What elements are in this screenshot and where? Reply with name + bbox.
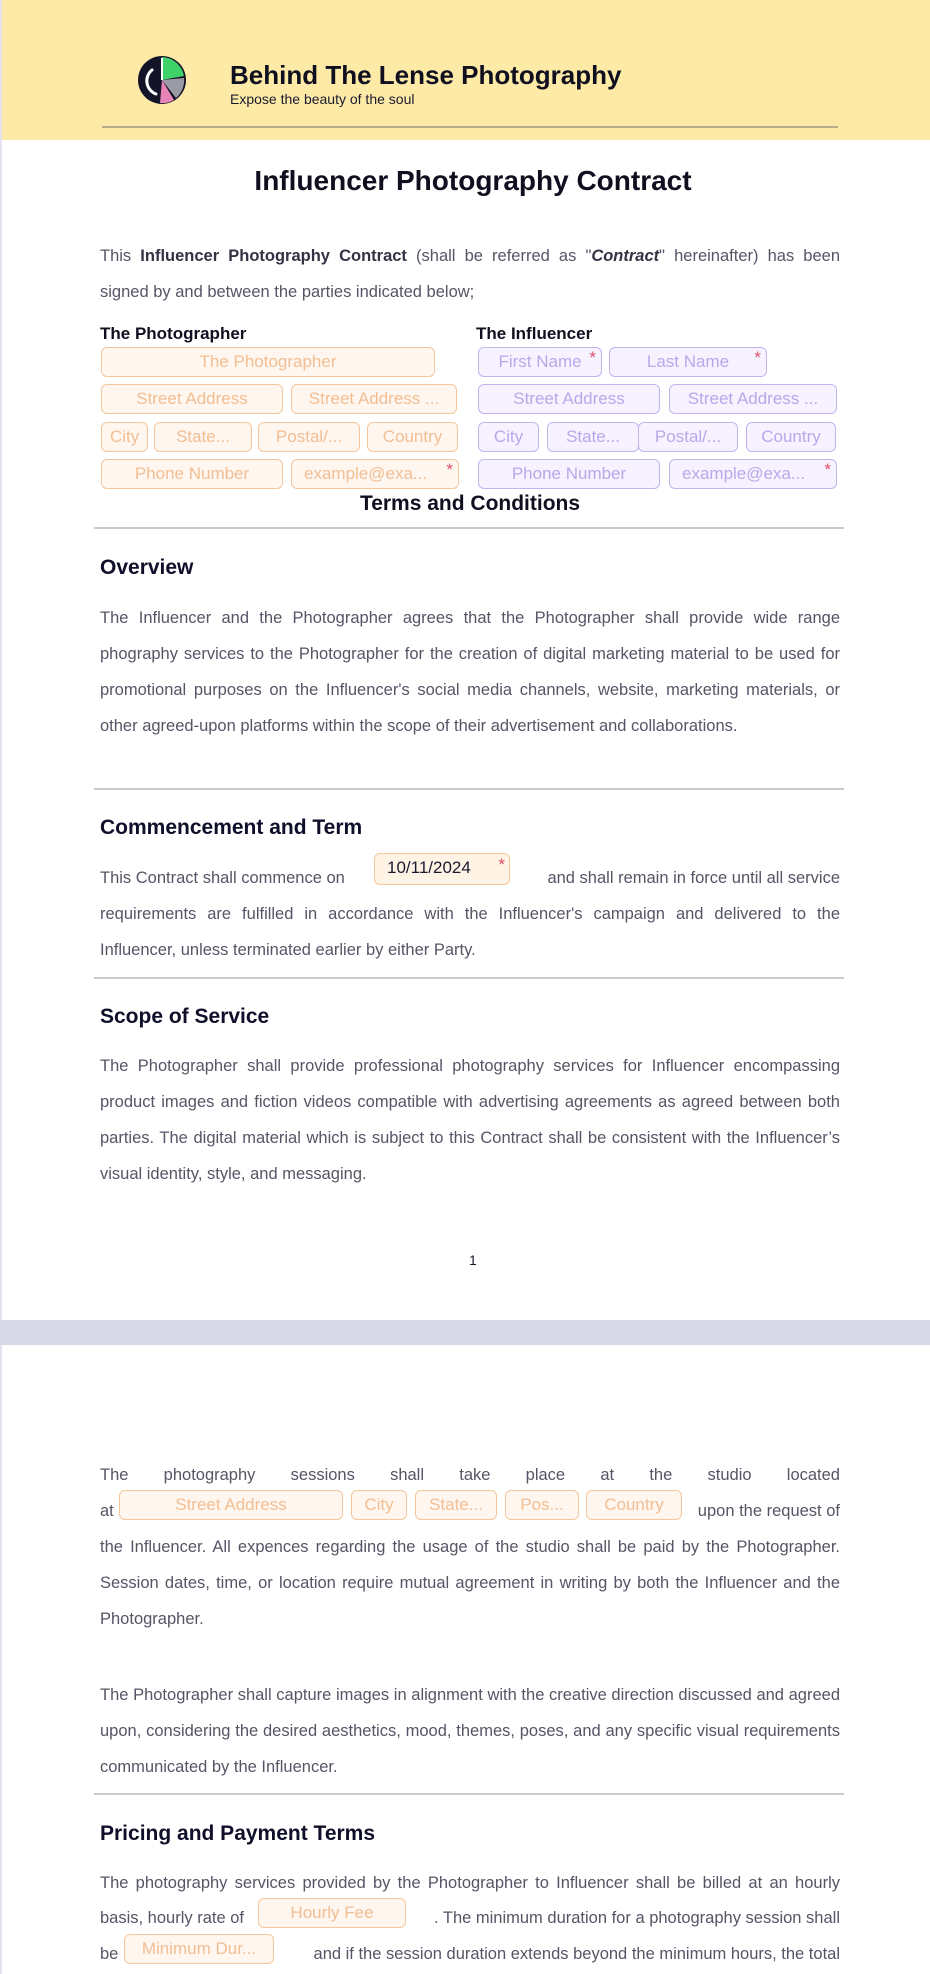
photographer-postal-field[interactable]: Postal/... [258, 422, 360, 452]
photographer-name-field[interactable]: The Photographer [101, 347, 435, 377]
commencement-title: Commencement and Term [100, 816, 363, 839]
intro-pre: This [100, 247, 141, 265]
pricing-line-3-pre: be [100, 1945, 119, 1963]
terms-heading: Terms and Conditions [359, 492, 581, 515]
pricing-line-2-post: . The minimum duration for a photography session shall [434, 1909, 840, 1927]
intro-italic: Contract [591, 247, 660, 265]
influencer-street2-field[interactable]: Street Address ... [669, 384, 837, 414]
commencement-pre-text: This Contract shall commence on [100, 869, 345, 887]
influencer-email-field[interactable]: example@exa... * [669, 459, 837, 489]
pricing-line-1 [100, 1865, 840, 1901]
photographer-street-field[interactable]: Street Address [101, 384, 283, 414]
pricing-line-1-text: The photography services provided by the Photographer to Influencer shall be billed at an hourly [100, 1874, 840, 1892]
photographer-label: The Photographer [100, 324, 247, 343]
studio-after-fields-text: upon the request of [697, 1502, 840, 1520]
influencer-last-name-field[interactable]: Last Name * [609, 347, 767, 377]
studio-line-1-text: The photography sessions shall take place at the studio located [100, 1466, 840, 1484]
document-title: Influencer Photography Contract [254, 165, 692, 196]
hourly-fee-field[interactable]: Hourly Fee [258, 1898, 406, 1928]
studio-paragraph: the Influencer. All expences regarding the usage of the studio shall be paid by the Photographer. Session dates, time, or location require mutual agreement in writing by both the Influencer and the Photographer. [100, 1538, 840, 1628]
photographer-email-field[interactable]: example@exa... * [291, 459, 459, 489]
page-break [0, 1320, 930, 1345]
section-divider [94, 527, 844, 529]
studio-line-1 [100, 1457, 840, 1493]
page-number: 1 [469, 1252, 477, 1268]
studio-at-text: at [100, 1502, 114, 1520]
creative-paragraph: The Photographer shall capture images in alignment with the creative direction discussed and agreed upon, considering the desired aesthetics, mood, themes, poses, and any specific visual requirements communicated by the Influencer. [100, 1686, 840, 1776]
photographer-phone-field[interactable]: Phone Number [101, 459, 283, 489]
studio-city-field[interactable]: City [351, 1490, 407, 1520]
pricing-line-2-pre: basis, hourly rate of [100, 1909, 244, 1927]
document-page-2 [0, 1345, 930, 1974]
influencer-street-field[interactable]: Street Address [478, 384, 660, 414]
photographer-street2-field[interactable]: Street Address ... [291, 384, 457, 414]
photographer-city-field[interactable]: City [101, 422, 148, 452]
studio-state-field[interactable]: State... [415, 1490, 497, 1520]
intro-post: " hereinafter) has been signed by and between the parties indicated below; [100, 247, 841, 301]
intro-bold: Influencer Photography Contract [140, 247, 407, 265]
document-header [2, 0, 930, 140]
influencer-first-name-field[interactable]: First Name * [478, 347, 602, 377]
commencement-date-field[interactable]: 10/11/2024 * [374, 853, 510, 885]
studio-country-field[interactable]: Country [586, 1490, 682, 1520]
pricing-line-3-post: and if the session duration extends beyond the minimum hours, the total [313, 1945, 840, 1963]
influencer-postal-field[interactable]: Postal/... [638, 422, 738, 452]
commencement-post-text: and shall remain in force until all service [547, 869, 840, 887]
section-divider [94, 1793, 844, 1795]
pricing-title: Pricing and Payment Terms [100, 1822, 376, 1845]
brand-logo-icon [136, 54, 188, 106]
section-divider [94, 788, 844, 790]
photographer-state-field[interactable]: State... [154, 422, 252, 452]
studio-street-field[interactable]: Street Address [119, 1490, 343, 1520]
section-divider [94, 977, 844, 979]
influencer-phone-field[interactable]: Phone Number [478, 459, 660, 489]
header-divider [102, 126, 838, 128]
scope-title: Scope of Service [100, 1005, 270, 1028]
intro-paragraph [100, 238, 840, 310]
commencement-paragraph: requirements are fulfilled in accordance with the Influencer's campaign and delivered to the Influencer, unless terminated earlier by either Party. [100, 905, 840, 959]
influencer-city-field[interactable]: City [478, 422, 539, 452]
influencer-state-field[interactable]: State... [547, 422, 639, 452]
influencer-label: The Influencer [476, 324, 593, 343]
brand-name: Behind The Lense Photography [230, 60, 622, 90]
overview-paragraph: The Influencer and the Photographer agrees that the Photographer shall provide wide range phography services to the Photographer for the creation of digital marketing material to be used for promotional purposes on the Influencer's social media channels, website, marketing materials, or other agreed-upon platforms within the scope of their advertisement and collaborations. [100, 609, 840, 735]
photographer-country-field[interactable]: Country [367, 422, 458, 452]
overview-title: Overview [100, 556, 194, 579]
intro-mid: (shall be referred as " [406, 247, 592, 265]
brand-tagline: Expose the beauty of the soul [230, 91, 415, 107]
scope-paragraph: The Photographer shall provide professional photography services for Influencer encompassing product images and fiction videos compatible with advertising agreements as agreed between both parties. The digital material which is subject to this Contract shall be consistent with the Influencer’s visual identity, style, and messaging. [100, 1057, 840, 1183]
minimum-duration-field[interactable]: Minimum Dur... [124, 1934, 274, 1964]
influencer-country-field[interactable]: Country [746, 422, 836, 452]
studio-postal-field[interactable]: Pos... [505, 1490, 579, 1520]
